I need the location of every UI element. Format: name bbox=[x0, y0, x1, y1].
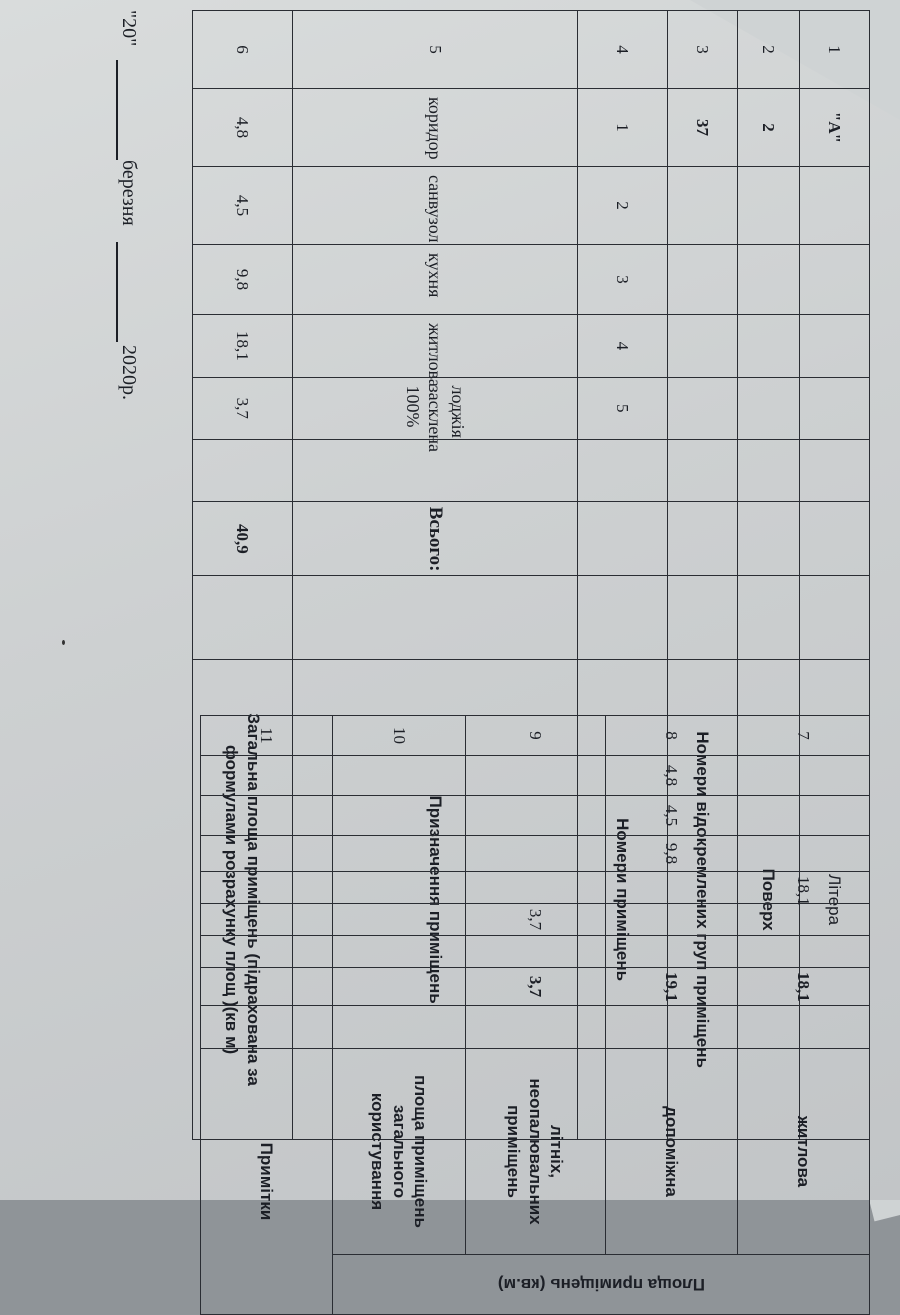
aux-3: 9,8 bbox=[605, 836, 737, 872]
rotated-document bbox=[70, 10, 870, 1295]
room-no-4: 4 bbox=[578, 315, 668, 377]
row-living bbox=[737, 716, 869, 1315]
row-notes bbox=[201, 716, 333, 1315]
colnum-7: 7 bbox=[737, 716, 869, 756]
room-name-3: кухня bbox=[293, 244, 578, 314]
header-area-group: Площа приміщень (кв.м) bbox=[497, 1275, 705, 1295]
totals-summer: 3,7 bbox=[465, 968, 605, 1006]
totals-aux: 19,1 bbox=[605, 968, 737, 1006]
room-no-5: 5 bbox=[578, 377, 668, 439]
date-day: "20" bbox=[118, 10, 140, 47]
total-5: 3,7 bbox=[193, 377, 293, 439]
room-name-2: санвузол bbox=[293, 166, 578, 244]
header-living: житлова bbox=[737, 1049, 869, 1255]
colnum-10: 10 bbox=[333, 716, 465, 756]
header-litera: Літера bbox=[800, 660, 870, 1140]
colnum-4: 4 bbox=[578, 11, 668, 89]
room-no-3: 3 bbox=[578, 244, 668, 314]
colnum-2: 2 bbox=[738, 11, 800, 89]
room-no-1: 1 bbox=[578, 88, 668, 166]
header-area-group-cell bbox=[333, 1255, 870, 1315]
total-4: 18,1 bbox=[193, 315, 293, 377]
date-underline-2 bbox=[117, 242, 119, 342]
colnum-3: 3 bbox=[668, 11, 738, 89]
aux-1: 4,8 bbox=[605, 756, 737, 796]
total-2: 4,5 bbox=[193, 166, 293, 244]
total-1: 4,8 bbox=[193, 88, 293, 166]
header-floor: Поверх bbox=[738, 660, 800, 1140]
colnum-5: 5 bbox=[293, 11, 578, 89]
date-year: 2020р. bbox=[118, 345, 140, 400]
totals-living: 18,1 bbox=[737, 968, 869, 1006]
header-aux: допоміжна bbox=[605, 1049, 737, 1255]
colnum-9: 9 bbox=[465, 716, 605, 756]
summer-5: 3,7 bbox=[465, 904, 605, 936]
living-4: 18,1 bbox=[737, 872, 869, 904]
totals-total: 40,9 bbox=[193, 502, 293, 576]
aux-2: 4,5 bbox=[605, 796, 737, 836]
room-name-5: лоджія засклена 100% bbox=[293, 377, 578, 439]
header-purpose: Призначення приміщень bbox=[293, 660, 578, 1140]
area-table-right bbox=[200, 715, 870, 1315]
row-common bbox=[333, 716, 465, 1315]
colnum-1: 1 bbox=[800, 11, 870, 89]
header-rooms: Номери приміщень bbox=[578, 660, 668, 1140]
header-summer: літніх, неопалювальних приміщень bbox=[465, 1049, 605, 1255]
cell-litera: "А" bbox=[800, 88, 870, 166]
row-aux bbox=[605, 716, 737, 1315]
cell-floor: 2 bbox=[738, 88, 800, 166]
colnum-11: 11 bbox=[201, 716, 333, 756]
header-groups: Номери відокремлених груп приміщень bbox=[668, 660, 738, 1140]
header-common: площа приміщень загального користування bbox=[333, 1049, 465, 1255]
room-name-1: коридор bbox=[293, 88, 578, 166]
header-total-area: Загальна площа приміщень (підрахована за формулами розрахунку площ )(кв м) bbox=[193, 660, 293, 1140]
room-no-2: 2 bbox=[578, 166, 668, 244]
room-name-4: житлова bbox=[293, 315, 578, 377]
date-underline-1 bbox=[117, 60, 119, 160]
paper-speck bbox=[62, 640, 65, 645]
header-notes: Примітки bbox=[201, 1049, 333, 1315]
row-summer bbox=[465, 716, 605, 1315]
colnum-8: 8 bbox=[605, 716, 737, 756]
date-month: березня bbox=[118, 160, 140, 226]
cell-group: 37 bbox=[668, 88, 738, 166]
colnum-6: 6 bbox=[193, 11, 293, 89]
totals-label: Всього: bbox=[293, 502, 578, 576]
total-3: 9,8 bbox=[193, 244, 293, 314]
